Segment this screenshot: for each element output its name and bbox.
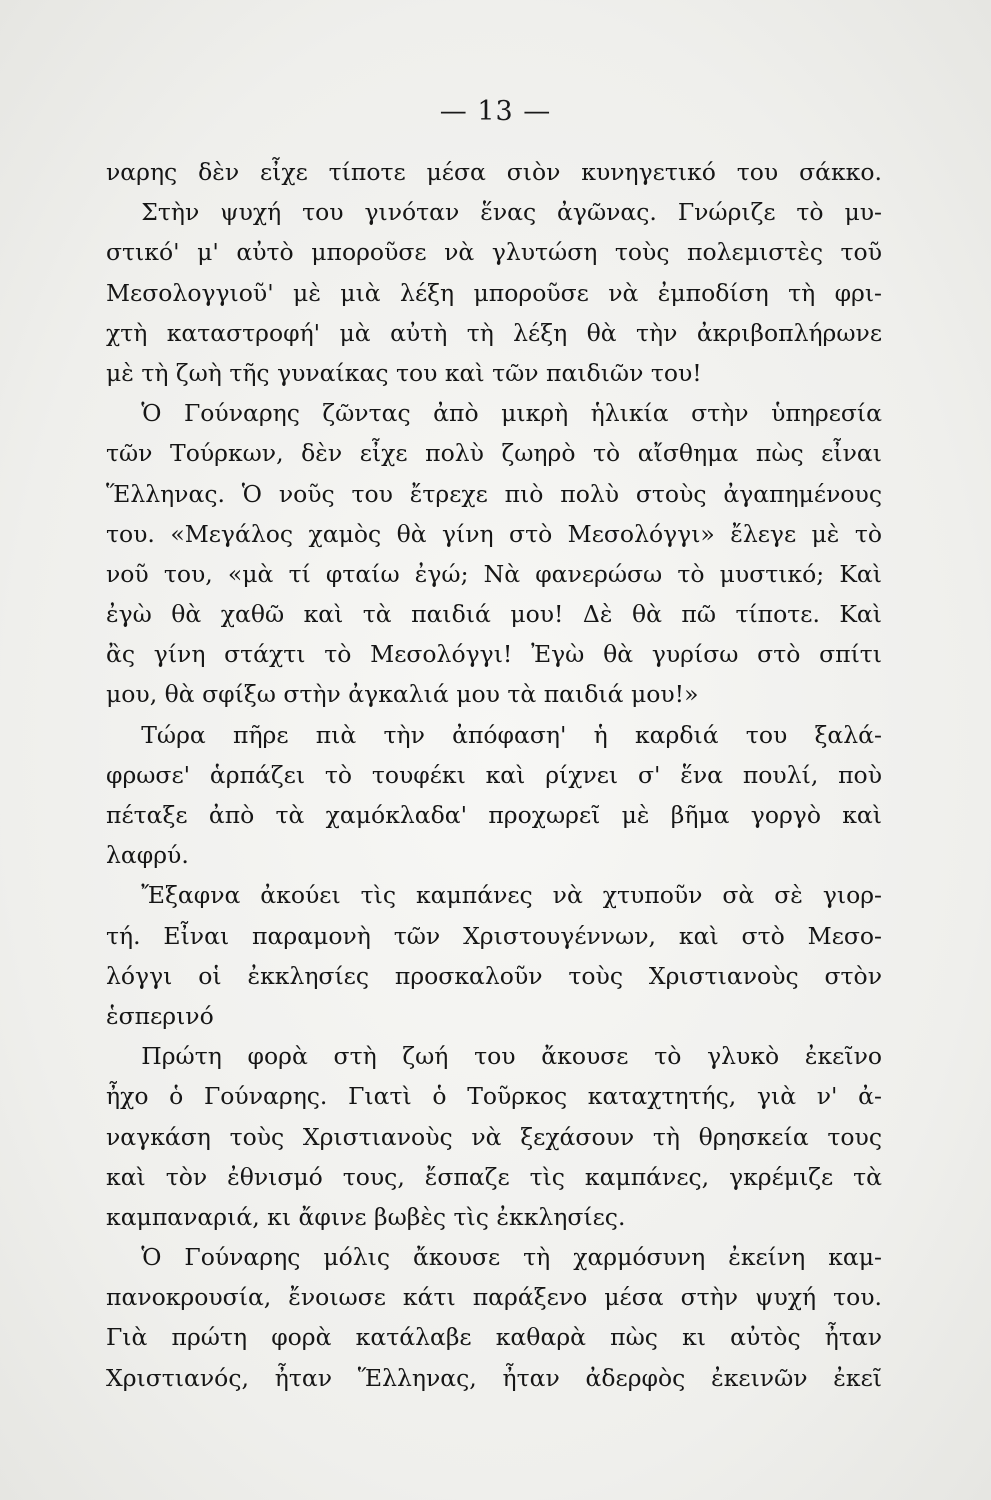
text-line: Στὴν ψυχή του γινόταν ἕνας ἀγῶνας. Γνώριζε τὸ μυ- bbox=[106, 198, 882, 227]
text-line: ἐγὼ θὰ χαθῶ καὶ τὰ παιδιά μου! Δὲ θὰ πῶ τίποτε. Καὶ bbox=[106, 600, 882, 629]
text-line: ναρης δὲν εἶχε τίποτε μέσα σιὸν κυνηγετικό του σάκκο. bbox=[106, 158, 882, 186]
text-line: ἂς γίνη στάχτι τὸ Μεσολόγγι! Ἐγὼ θὰ γυρίσω στὸ σπίτι bbox=[106, 640, 882, 669]
text-line: Ὁ Γούναρης μόλις ἄκουσε τὴ χαρμόσυνη ἐκείνη καμ- bbox=[106, 1243, 882, 1272]
text-line: πέταξε ἀπὸ τὰ χαμόκλαδα' προχωρεῖ μὲ βῆμα γοργὸ καὶ bbox=[106, 801, 882, 829]
text-line: Πρώτη φορὰ στὴ ζωή του ἄκουσε τὸ γλυκὸ ἐκεῖνο bbox=[106, 1042, 882, 1071]
text-line: μου, θὰ σφίξω στὴν ἀγκαλιά μου τὰ παιδιά μου!» bbox=[106, 680, 699, 709]
text-line: Ἕλληνας. Ὁ νοῦς του ἔτρεχε πιὸ πολὺ στοὺς ἀγαπημένους bbox=[106, 479, 882, 508]
text-line: μὲ τὴ ζωὴ τῆς γυναίκας του καὶ τῶν παιδιῶν του! bbox=[106, 358, 702, 387]
text-line: του. «Μεγάλος χαμὸς θὰ γίνη στὸ Μεσολόγγι» ἔλεγε μὲ τὸ bbox=[106, 519, 882, 548]
text-line: Ὁ Γούναρης ζῶντας ἀπὸ μικρὴ ἡλικία στὴν ὑπηρεσία bbox=[106, 399, 882, 428]
text-line: Τώρα πῆρε πιὰ τὴν ἀπόφαση' ἡ καρδιά του ξαλά- bbox=[106, 720, 882, 749]
text-line: Χριστιανός, ἦταν Ἕλληνας, ἦταν ἀδερφὸς ἐκεινῶν ἐκεῖ bbox=[106, 1363, 882, 1392]
text-line: φρωσε' ἁρπάζει τὸ τουφέκι καὶ ρίχνει σ' ἕνα πουλί, ποὺ bbox=[106, 760, 882, 789]
text-line: καὶ τὸν ἐθνισμό τους, ἔσπαζε τὶς καμπάνες, γκρέμιζε τὰ bbox=[106, 1162, 882, 1191]
text-line: λαφρύ. bbox=[106, 841, 189, 870]
text-line: στικό' μ' αὐτὸ μποροῦσε νὰ γλυτώση τοὺς πολεμιστὲς τοῦ bbox=[106, 238, 882, 267]
text-line: πανοκρουσία, ἔνοιωσε κάτι παράξενο μέσα στὴν ψυχή του. bbox=[106, 1283, 882, 1312]
text-line: ναγκάση τοὺς Χριστιανοὺς νὰ ξεχάσουν τὴ θρησκεία τους bbox=[106, 1122, 882, 1151]
text-line: ἦχο ὁ Γούναρης. Γιατὶ ὁ Τοῦρκος καταχτητής, γιὰ ν' ἀ- bbox=[106, 1082, 882, 1111]
text-line: χτὴ καταστροφή' μὰ αὐτὴ τὴ λέξη θὰ τὴν ἀκριβοπλήρωνε bbox=[106, 318, 882, 347]
text-line: καμπαναριά, κι ἄφινε βωβὲς τὶς ἐκκλησίες. bbox=[106, 1202, 626, 1231]
text-line: τή. Εἶναι παραμονὴ τῶν Χριστουγέννων, καὶ στὸ Μεσο- bbox=[106, 921, 882, 950]
text-line: Ἔξαφνα ἀκούει τὶς καμπάνες νὰ χτυποῦν σὰ σὲ γιορ- bbox=[106, 881, 882, 910]
text-line: Μεσολογγιοῦ' μὲ μιὰ λέξη μποροῦσε νὰ ἐμποδίση τὴ φρι- bbox=[106, 278, 882, 307]
text-line: ἑσπερινό bbox=[106, 1001, 214, 1030]
text-line: νοῦ του, «μὰ τί φταίω ἐγώ; Νὰ φανερώσω τὸ μυστικό; Καὶ bbox=[106, 559, 882, 588]
text-line: λόγγι οἱ ἐκκλησίες προσκαλοῦν τοὺς Χριστιανοὺς στὸν bbox=[106, 961, 882, 990]
body-text bbox=[106, 152, 882, 1398]
text-line: Γιὰ πρώτη φορὰ κατάλαβε καθαρὰ πὼς κι αὐτὸς ἦταν bbox=[106, 1323, 882, 1352]
text-line: τῶν Τούρκων, δὲν εἶχε πολὺ ζωηρὸ τὸ αἴσθημα πὼς εἶναι bbox=[106, 439, 882, 468]
page-number: — 13 — bbox=[439, 96, 552, 127]
